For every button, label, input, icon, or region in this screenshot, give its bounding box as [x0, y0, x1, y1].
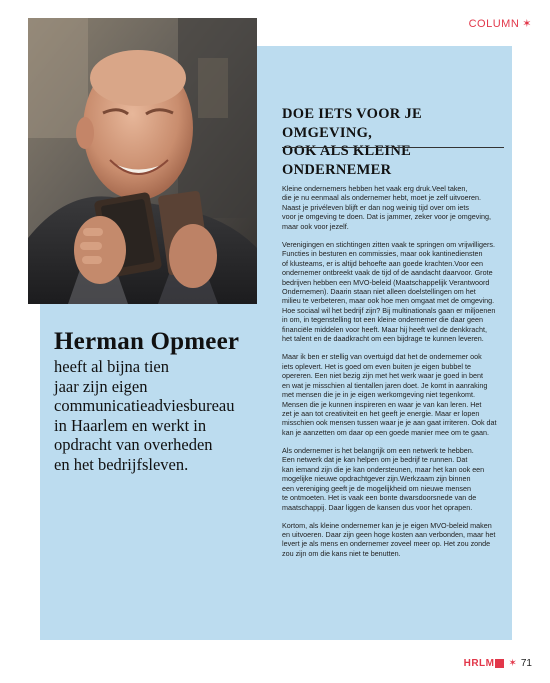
paragraph: Kleine ondernemers hebben het vaak erg druk.Veel taken, die je nu eenmaal als ondernemer hebt, moet je zelf uitvoeren. Naast je privéleven blijft er dan nog weinig tijd over om iets voor je omgeving te doen. Dat is jammer, zeker voor je omgeving, maar ook voor jezelf.	[282, 184, 491, 231]
page-number: 71	[520, 658, 532, 669]
author-bio	[54, 328, 264, 475]
column-label: COLUMN	[468, 18, 520, 30]
logo-box-icon	[495, 659, 504, 668]
paragraph: Als ondernemer is het belangrijk om een netwerk te hebben. Een netwerk dat je kan helpen om je bedrijf te runnen. Dat kan iemand zijn die je kan ondersteunen, maar het kan ook een mogelijke nieuwe opdrachtgever zijn.Werkzaam zijn binnen een vereniging geeft je de mogelijkheid om nieuwe mensen te ontmoeten. Het is vaak een bonte dwarsdoorsnede van de maatschappij. Daar liggen de kansen dus voor het oprapen.	[282, 445, 485, 512]
headline-divider	[282, 147, 504, 148]
author-name: Herman Opmeer	[54, 328, 240, 355]
logo-text: HRLM	[463, 658, 495, 669]
author-description: heeft al bijna tien jaar zijn eigen communicatieadviesbureau in Haarlem en werkt in opdracht van overheden en het bedrijfsleven.	[54, 357, 235, 474]
star-icon: ✶	[508, 658, 517, 669]
author-photo	[28, 18, 257, 304]
page-footer	[464, 658, 532, 669]
paragraph: Verenigingen en stichtingen zitten vaak te springen om vrijwilligers. Functies in besturen en commissies, maar ook kantinediensten of klusteams, er is altijd behoefte aan goede krachten.Voor een ondernemer ontbreekt vaak de tijd of de aandacht daarvoor. Grote bedrijven hebben een MVO-beleid (Maatschappelijk Verantwoord Ondernemen). Daarin staan niet alleen doelstellingen om het milieu te verbeteren, maar ook hoe men omgaat met de omgeving. Hoe sociaal wil het bedrijf zijn? Bij multinationals gaan er miljoenen in om, in tegenstelling tot een kleine ondernemer die daar geen financiële middelen voor heeft. Maar hij heeft wel de denkkracht, het talent en de daadkracht om een bijdrage te kunnen leveren.	[282, 239, 496, 344]
star-icon: ✶	[522, 18, 532, 30]
paragraph: Kortom, als kleine ondernemer kan je je eigen MVO-beleid maken en uitvoeren. Daar zijn geen hoge kosten aan verbonden, maar het levert je als mens en ondernemer zoveel meer op. Het zou zonde zou zijn om die kans niet te benutten.	[282, 520, 496, 558]
column-tag	[469, 17, 532, 30]
article-headline: DOE IETS VOOR JE OMGEVING, OOK ALS KLEINE ONDERNEMER	[282, 106, 423, 178]
paragraph: Maar ik ben er stellig van overtuigd dat het de ondernemer ook iets oplevert. Het is goed om even buiten je eigen bubbel te opereren. Een niet bezig zijn met het werk waar je goed in bent en wat je misschien al tientallen jaren doet. Je komt in aanraking met mensen die je in je eigen werkomgeving niet tegenkomt. Mensen die je kunnen inspireren en waar je van kan leren. Het zet je aan tot creativiteit en het geeft je energie. Maar er lopen misschien ook mensen tussen waar je je aan gaat irriteren. Ook dat kan je aanzetten om daar op een goede manier mee om te gaan.	[282, 352, 497, 437]
hrlm-logo	[464, 658, 505, 669]
article-body	[282, 184, 504, 567]
